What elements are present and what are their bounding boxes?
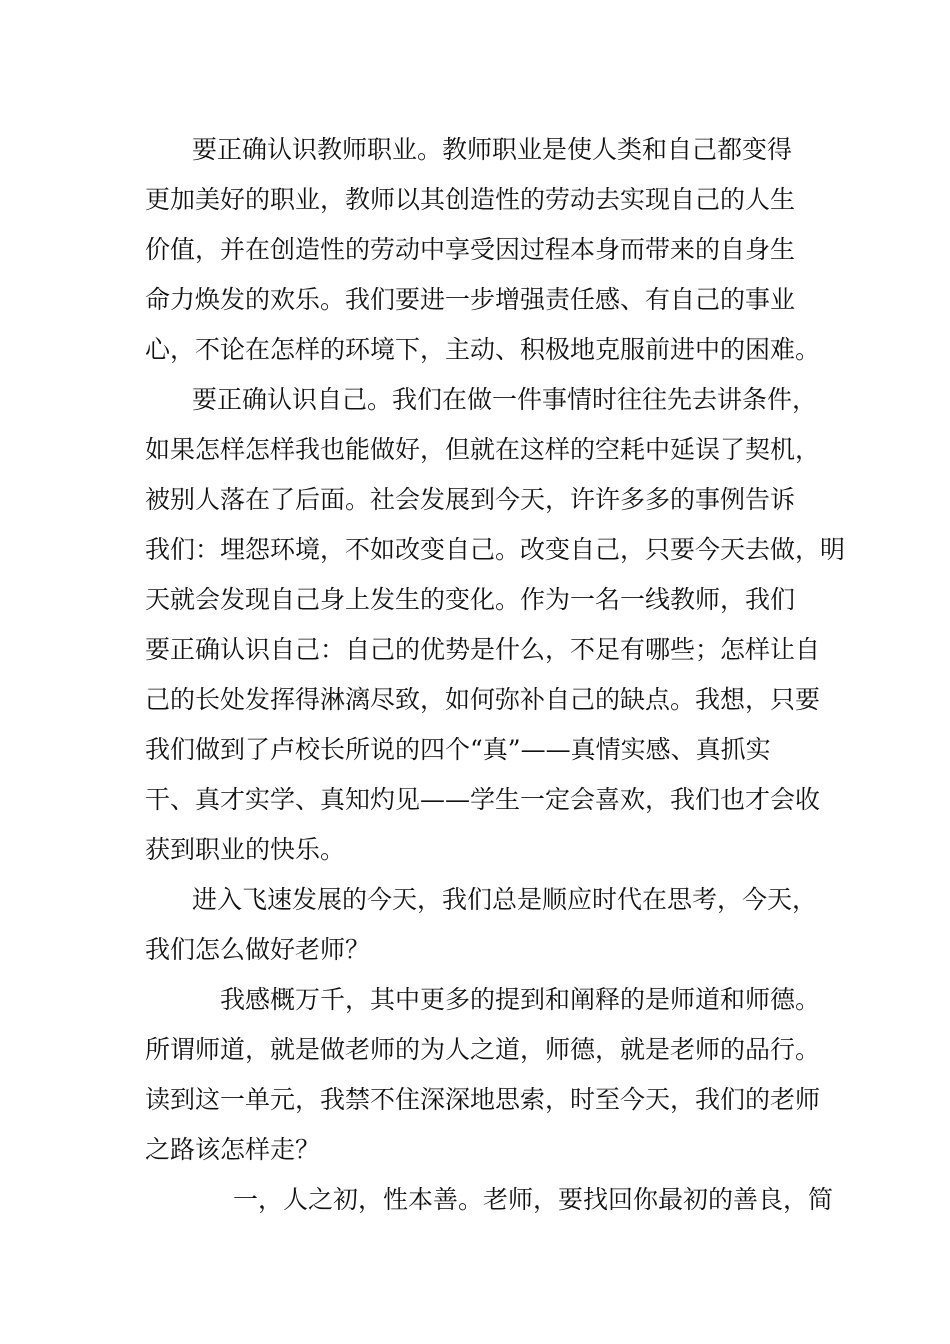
text-line: 价值，并在创造性的劳动中享受因过程本身而带来的自身生 [145, 235, 796, 264]
text-line: 要正确认识自己：自己的优势是什么，不足有哪些；怎样让自 [145, 635, 821, 664]
text-line: 我们怎么做好老师？ [145, 935, 371, 964]
text-line: 读到这一单元，我禁不住深深地思索，时至今天，我们的老师 [145, 1085, 821, 1114]
text-line: 获到职业的快乐。 [145, 835, 346, 864]
paragraph-teacher-profession [145, 125, 821, 375]
text-line: 天就会发现自己身上发生的变化。作为一名一线教师，我们 [145, 585, 796, 614]
text-line: 我感概万千，其中更多的提到和阐释的是师道和师德。 [220, 985, 821, 1014]
text-line: 我们做到了卢校长所说的四个“真”——真情实感、真抓实 [145, 735, 771, 764]
text-line: 被别人落在了后面。社会发展到今天，许许多多的事例告诉 [145, 485, 796, 514]
paragraph-teacher-ethics [145, 975, 821, 1175]
text-line: 更加美好的职业，教师以其创造性的劳动去实现自己的人生 [145, 185, 796, 214]
text-line: 要正确认识自己。我们在做一件事情时往往先去讲条件， [192, 385, 818, 414]
text-line: 所谓师道，就是做老师的为人之道，师德，就是老师的品行。 [145, 1035, 821, 1064]
text-line: 要正确认识教师职业。教师职业是使人类和自己都变得 [192, 135, 793, 164]
text-line: 如果怎样怎样我也能做好，但就在这样的空耗中延误了契机， [145, 435, 821, 464]
paragraph-rapid-development [145, 875, 818, 975]
text-line: 之路该怎样走？ [145, 1135, 321, 1164]
text-line: 我们：埋怨环境，不如改变自己。改变自己，只要今天去做，明 [145, 535, 846, 564]
paragraph-know-yourself [145, 375, 846, 875]
text-line: 命力焕发的欢乐。我们要进一步增强责任感、有自己的事业 [145, 285, 796, 314]
text-line: 进入飞速发展的今天，我们总是顺应时代在思考，今天， [192, 885, 818, 914]
paragraph-point-one [145, 1175, 834, 1225]
text-line: 心，不论在怎样的环境下，主动、积极地克服前进中的困难。 [145, 335, 821, 364]
text-line: 己的长处发挥得淋漓尽致，如何弥补自己的缺点。我想，只要 [145, 685, 821, 714]
text-line: 干、真才实学、真知灼见——学生一定会喜欢，我们也才会收 [145, 785, 821, 814]
document-body [145, 125, 846, 1225]
text-line: 一，人之初，性本善。老师，要找回你最初的善良，简 [233, 1185, 834, 1214]
